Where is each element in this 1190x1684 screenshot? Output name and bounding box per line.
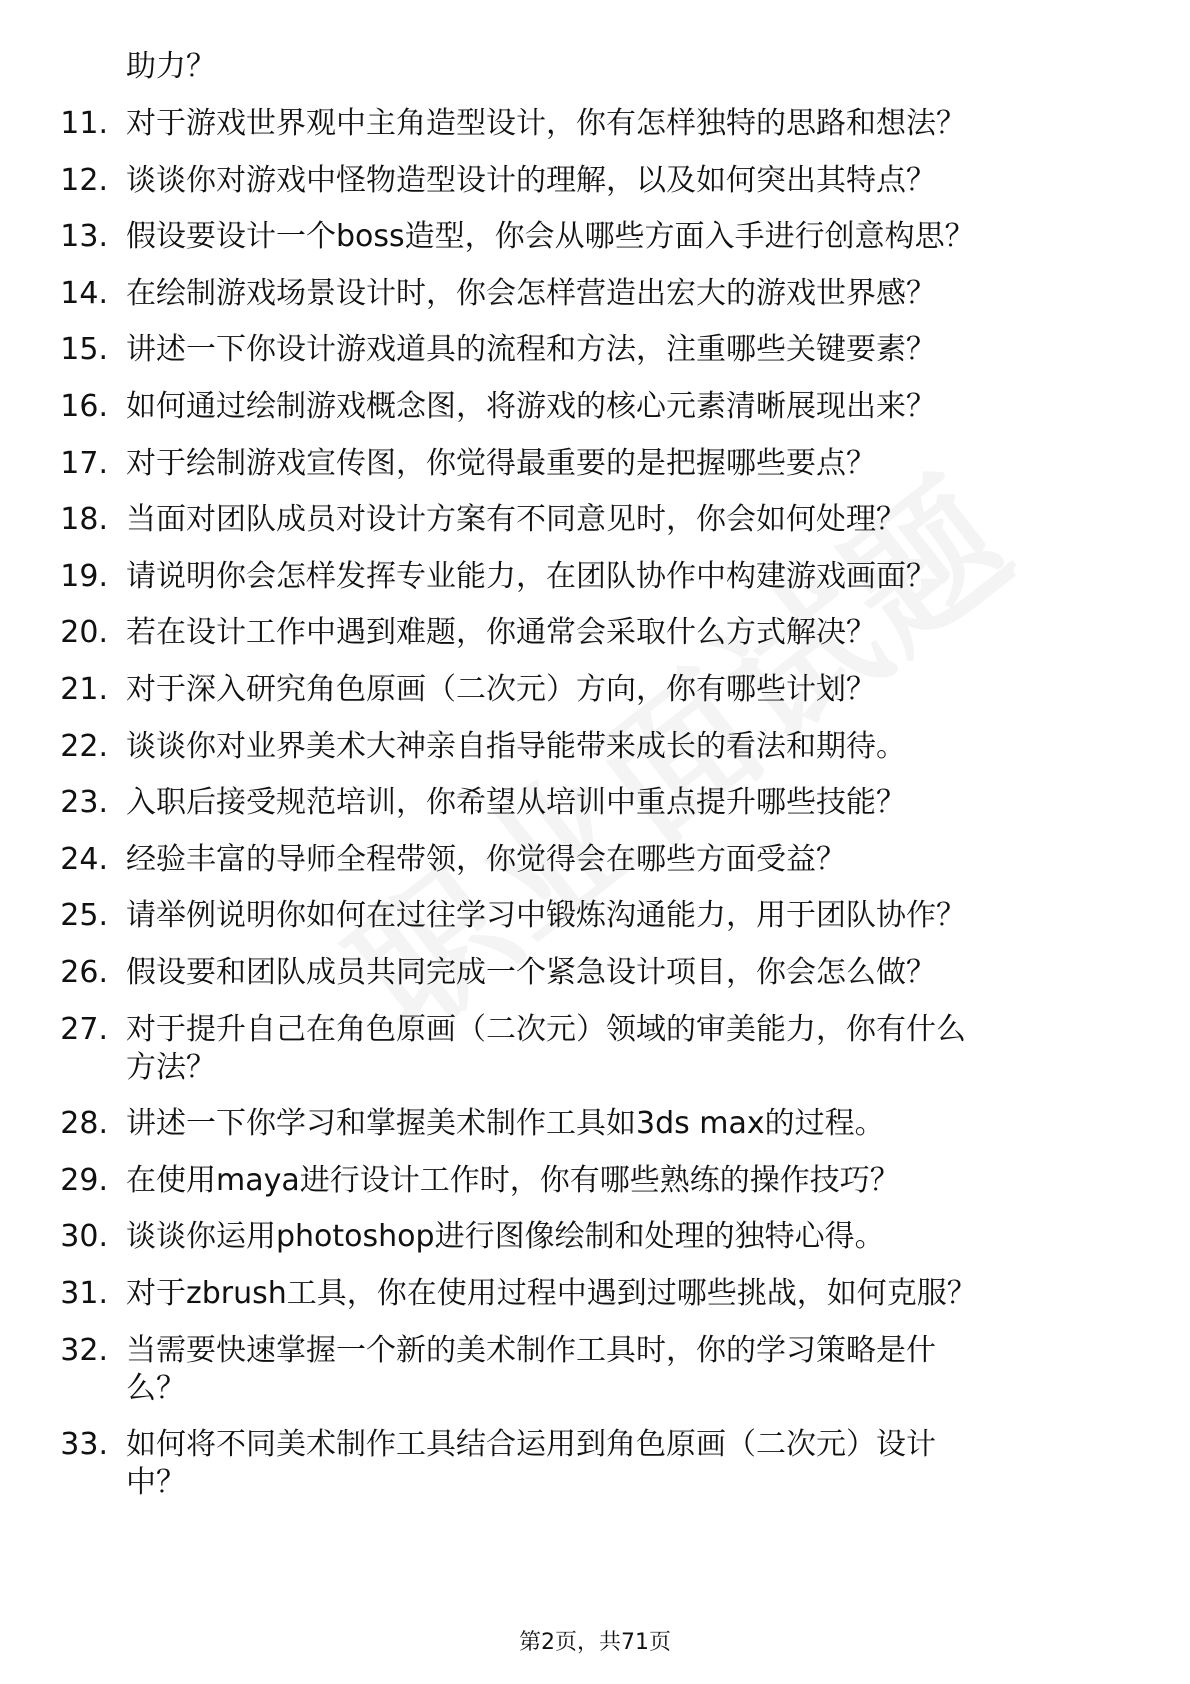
question-item <box>0 781 1190 825</box>
question-number: 11. <box>60 106 108 141</box>
question-number: 28. <box>60 1106 108 1141</box>
question-text: 如何通过绘制游戏概念图，将游戏的核心元素清晰展现出来？ <box>126 389 936 424</box>
question-item <box>0 1272 1190 1316</box>
question-number: 27. <box>60 1012 108 1047</box>
page-footer: 第2页，共71页 <box>519 1630 671 1655</box>
question-text: 对于游戏世界观中主角造型设计，你有怎样独特的思路和想法？ <box>126 106 966 141</box>
question-number: 33. <box>60 1427 108 1462</box>
question-text: 讲述一下你设计游戏道具的流程和方法，注重哪些关键要素？ <box>126 332 936 367</box>
question-text: 在使用maya进行设计工作时，你有哪些熟练的操作技巧？ <box>126 1163 900 1198</box>
question-number: 18. <box>60 502 108 537</box>
question-item <box>0 668 1190 712</box>
question-number: 15. <box>60 332 108 367</box>
question-item <box>0 442 1190 486</box>
question-number: 14. <box>60 276 108 311</box>
question-text: 对于zbrush工具，你在使用过程中遇到过哪些挑战，如何克服？ <box>126 1276 977 1311</box>
question-number: 12. <box>60 163 108 198</box>
question-number: 23. <box>60 785 108 820</box>
question-text: 请举例说明你如何在过往学习中锻炼沟通能力，用于团队协作？ <box>126 898 966 933</box>
question-item <box>0 498 1190 542</box>
question-number: 32. <box>60 1333 108 1368</box>
question-text: 在绘制游戏场景设计时，你会怎样营造出宏大的游戏世界感？ <box>126 276 936 311</box>
question-text: 讲述一下你学习和掌握美术制作工具如3ds max的过程。 <box>126 1106 885 1141</box>
question-item <box>0 611 1190 655</box>
question-item <box>0 328 1190 372</box>
question-number: 13. <box>60 219 108 254</box>
question-item <box>0 1159 1190 1203</box>
question-text: 对于提升自己在角色原画（二次元）领域的审美能力，你有什么 <box>126 1012 966 1047</box>
question-item <box>0 894 1190 938</box>
question-text: 谈谈你对业界美术大神亲自指导能带来成长的看法和期待。 <box>126 729 906 764</box>
question-text: 入职后接受规范培训，你希望从培训中重点提升哪些技能？ <box>126 785 906 820</box>
question-number: 31. <box>60 1276 108 1311</box>
question-item-continuation <box>0 1367 1190 1411</box>
question-item <box>0 1215 1190 1259</box>
question-number: 22. <box>60 729 108 764</box>
question-number: 19. <box>60 559 108 594</box>
question-text: 当需要快速掌握一个新的美术制作工具时，你的学习策略是什 <box>126 1333 936 1368</box>
continuation-line <box>0 45 1190 89</box>
continuation-text: 助力？ <box>126 49 216 84</box>
question-text: 若在设计工作中遇到难题，你通常会采取什么方式解决？ <box>126 615 876 650</box>
question-item-continuation <box>0 1461 1190 1505</box>
question-item <box>0 159 1190 203</box>
question-item <box>0 102 1190 146</box>
question-item-continuation <box>0 1046 1190 1090</box>
question-item <box>0 1102 1190 1146</box>
question-item <box>0 272 1190 316</box>
question-number: 16. <box>60 389 108 424</box>
question-item <box>0 951 1190 995</box>
question-text: 如何将不同美术制作工具结合运用到角色原画（二次元）设计 <box>126 1427 936 1462</box>
question-number: 30. <box>60 1219 108 1254</box>
question-item <box>0 385 1190 429</box>
question-text: 么？ <box>126 1371 186 1406</box>
question-number: 26. <box>60 955 108 990</box>
question-text: 谈谈你运用photoshop进行图像绘制和处理的独特心得。 <box>126 1219 885 1254</box>
question-number: 25. <box>60 898 108 933</box>
question-item <box>0 215 1190 259</box>
question-number: 24. <box>60 842 108 877</box>
question-text: 对于深入研究角色原画（二次元）方向，你有哪些计划？ <box>126 672 876 707</box>
question-text: 假设要设计一个boss造型，你会从哪些方面入手进行创意构思？ <box>126 219 975 254</box>
question-text: 方法？ <box>126 1050 216 1085</box>
question-number: 20. <box>60 615 108 650</box>
question-text: 经验丰富的导师全程带领，你觉得会在哪些方面受益？ <box>126 842 846 877</box>
question-item <box>0 838 1190 882</box>
question-text: 谈谈你对游戏中怪物造型设计的理解，以及如何突出其特点？ <box>126 163 936 198</box>
question-number: 21. <box>60 672 108 707</box>
question-text: 当面对团队成员对设计方案有不同意见时，你会如何处理？ <box>126 502 906 537</box>
question-text: 对于绘制游戏宣传图，你觉得最重要的是把握哪些要点？ <box>126 446 876 481</box>
question-number: 29. <box>60 1163 108 1198</box>
question-text: 假设要和团队成员共同完成一个紧急设计项目，你会怎么做？ <box>126 955 936 990</box>
question-text: 请说明你会怎样发挥专业能力，在团队协作中构建游戏画面？ <box>126 559 936 594</box>
question-text: 中？ <box>126 1465 186 1500</box>
question-number: 17. <box>60 446 108 481</box>
question-item <box>0 725 1190 769</box>
question-item <box>0 555 1190 599</box>
